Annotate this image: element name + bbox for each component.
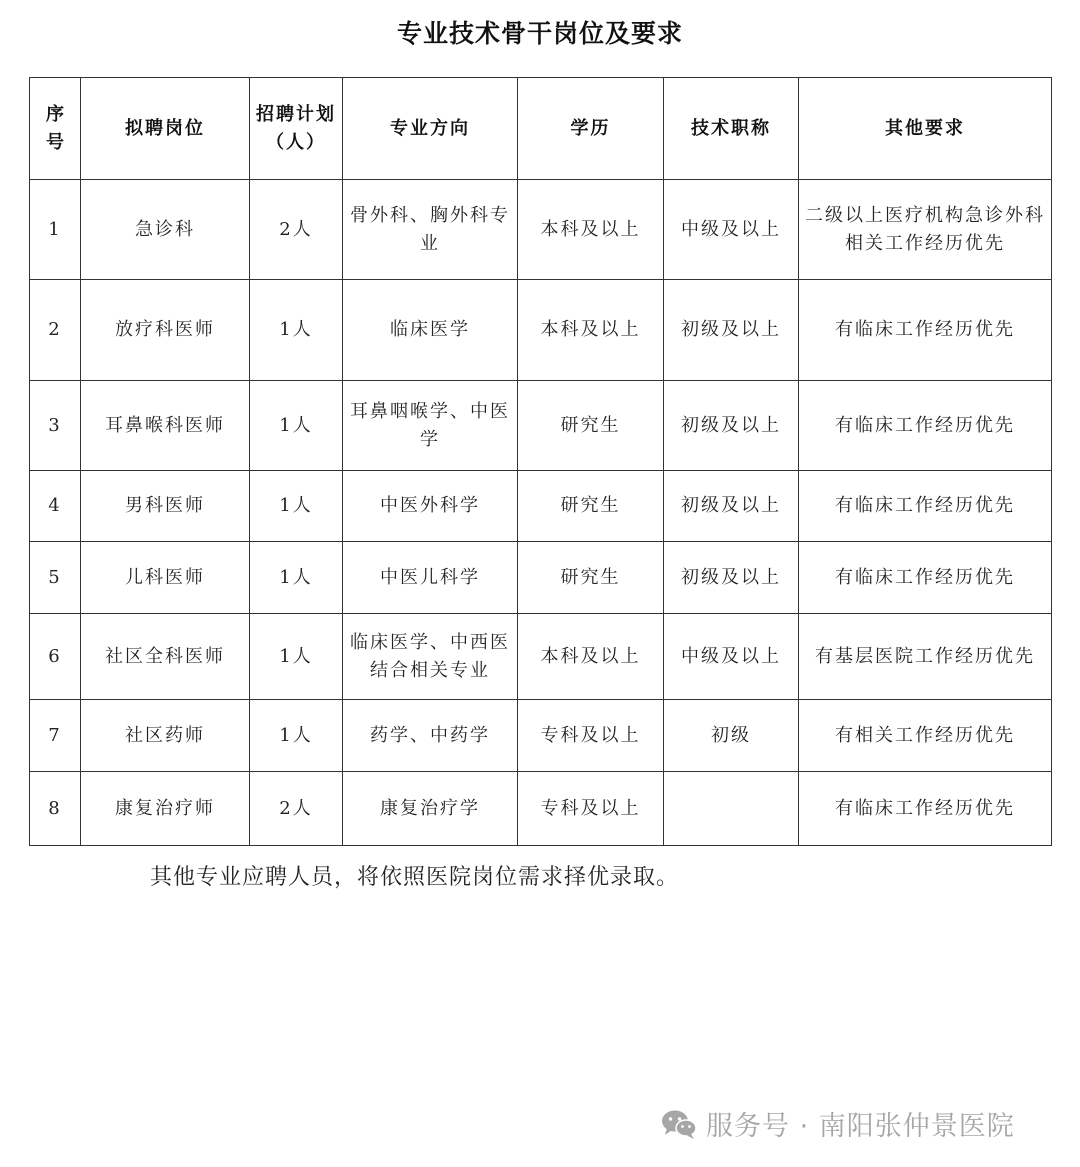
cell-plan: 1人 — [250, 700, 343, 772]
cell-seq: 4 — [30, 471, 81, 542]
cell-plan: 1人 — [250, 542, 343, 614]
cell-seq: 3 — [30, 381, 81, 471]
cell-other: 有临床工作经历优先 — [799, 381, 1052, 471]
cell-position: 儿科医师 — [81, 542, 250, 614]
cell-plan: 1人 — [250, 280, 343, 381]
cell-position: 放疗科医师 — [81, 280, 250, 381]
cell-other: 有临床工作经历优先 — [799, 772, 1052, 846]
table-row — [30, 381, 1052, 471]
table-row — [30, 614, 1052, 700]
cell-seq: 7 — [30, 700, 81, 772]
cell-title: 中级及以上 — [664, 614, 799, 700]
watermark — [660, 1104, 1015, 1143]
cell-position: 康复治疗师 — [81, 772, 250, 846]
cell-major: 中医外科学 — [343, 471, 518, 542]
cell-position: 社区药师 — [81, 700, 250, 772]
cell-title: 初级及以上 — [664, 542, 799, 614]
cell-education: 研究生 — [518, 381, 664, 471]
cell-seq: 1 — [30, 180, 81, 280]
cell-other: 有基层医院工作经历优先 — [799, 614, 1052, 700]
table-row — [30, 180, 1052, 280]
cell-education: 专科及以上 — [518, 700, 664, 772]
cell-major: 耳鼻咽喉学、中医学 — [343, 381, 518, 471]
cell-major: 中医儿科学 — [343, 542, 518, 614]
header-major: 专业方向 — [343, 78, 518, 180]
cell-major: 临床医学 — [343, 280, 518, 381]
cell-position: 男科医师 — [81, 471, 250, 542]
cell-plan: 1人 — [250, 381, 343, 471]
cell-education: 本科及以上 — [518, 280, 664, 381]
cell-major: 临床医学、中西医结合相关专业 — [343, 614, 518, 700]
header-position: 拟聘岗位 — [81, 78, 250, 180]
cell-major: 骨外科、胸外科专业 — [343, 180, 518, 280]
cell-position: 社区全科医师 — [81, 614, 250, 700]
cell-title: 初级及以上 — [664, 381, 799, 471]
cell-seq: 2 — [30, 280, 81, 381]
cell-other: 有临床工作经历优先 — [799, 280, 1052, 381]
cell-education: 本科及以上 — [518, 614, 664, 700]
table-header-row — [30, 78, 1052, 180]
cell-major: 康复治疗学 — [343, 772, 518, 846]
table-row — [30, 772, 1052, 846]
table-row — [30, 542, 1052, 614]
cell-plan: 1人 — [250, 614, 343, 700]
cell-major: 药学、中药学 — [343, 700, 518, 772]
header-education: 学历 — [518, 78, 664, 180]
header-seq: 序号 — [30, 78, 81, 180]
cell-other: 有相关工作经历优先 — [799, 700, 1052, 772]
cell-title — [664, 772, 799, 846]
cell-plan: 1人 — [250, 471, 343, 542]
cell-other: 有临床工作经历优先 — [799, 542, 1052, 614]
cell-other: 有临床工作经历优先 — [799, 471, 1052, 542]
cell-education: 专科及以上 — [518, 772, 664, 846]
footnote: 其他专业应聘人员，将依照医院岗位需求择优录取。 — [150, 865, 680, 890]
cell-education: 研究生 — [518, 471, 664, 542]
table-row — [30, 700, 1052, 772]
positions-table — [29, 77, 1052, 846]
wechat-icon — [660, 1108, 698, 1140]
cell-title: 中级及以上 — [664, 180, 799, 280]
table-row — [30, 280, 1052, 381]
cell-seq: 8 — [30, 772, 81, 846]
cell-title: 初级及以上 — [664, 471, 799, 542]
watermark-text: 服务号 · 南阳张仲景医院 — [706, 1111, 1015, 1142]
header-other: 其他要求 — [799, 78, 1052, 180]
cell-plan: 2人 — [250, 180, 343, 280]
cell-plan: 2人 — [250, 772, 343, 846]
cell-position: 急诊科 — [81, 180, 250, 280]
page-title: 专业技术骨干岗位及要求 — [396, 19, 683, 48]
header-title: 技术职称 — [664, 78, 799, 180]
cell-title: 初级 — [664, 700, 799, 772]
table-row — [30, 471, 1052, 542]
cell-position: 耳鼻喉科医师 — [81, 381, 250, 471]
cell-seq: 6 — [30, 614, 81, 700]
header-plan: 招聘计划（人） — [250, 78, 343, 180]
cell-education: 研究生 — [518, 542, 664, 614]
cell-other: 二级以上医疗机构急诊外科相关工作经历优先 — [799, 180, 1052, 280]
cell-education: 本科及以上 — [518, 180, 664, 280]
cell-seq: 5 — [30, 542, 81, 614]
cell-title: 初级及以上 — [664, 280, 799, 381]
